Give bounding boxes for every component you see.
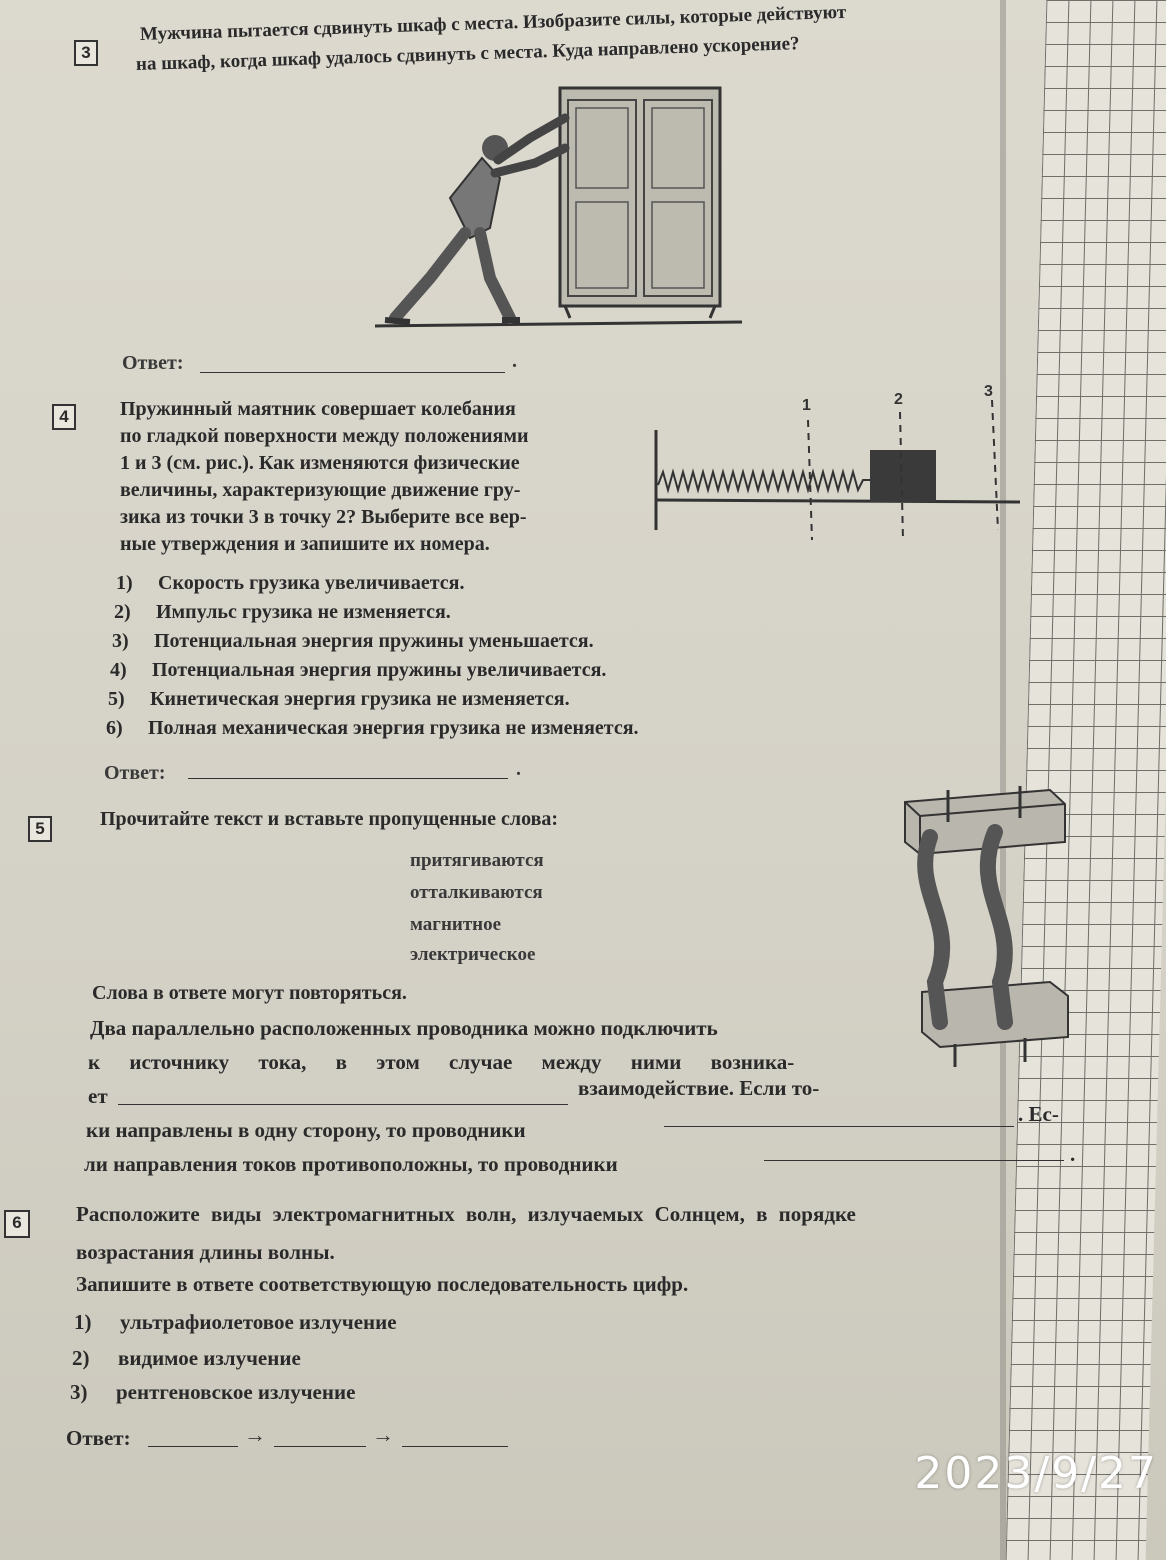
q4-line-1: Пружинный маятник совершает колебания (120, 398, 516, 420)
q5-word-4: электрическое (410, 944, 536, 965)
q5-blank-1[interactable] (118, 1104, 568, 1105)
q4-option-1[interactable] (116, 572, 465, 595)
q5-blank-3[interactable] (764, 1160, 1064, 1161)
q4-option-3[interactable] (112, 630, 594, 653)
q4-number: 4 (52, 404, 76, 430)
q5-number: 5 (28, 816, 52, 842)
q6-blank-1[interactable] (148, 1446, 238, 1447)
man-pushing-wardrobe-illustration (370, 78, 750, 340)
q6-option-1[interactable] (74, 1310, 397, 1335)
q5-text-1: Два параллельно расположенных проводника можно подключить (90, 1016, 718, 1040)
q4-line-4: величины, характеризующие движение гру- (120, 479, 521, 501)
position-label-2: 2 (894, 391, 903, 408)
q6-line-1: Расположите виды электромагнитных волн, излучаемых Солнцем, в порядке (76, 1202, 856, 1226)
q6-option-2[interactable] (72, 1346, 301, 1371)
q3-line1: Мужчина пытается сдвинуть шкаф с места. Изобразите силы, которые действуют (139, 1, 847, 45)
q5-text-2: к источнику тока, в этом случае между ними возника- (88, 1050, 795, 1074)
q6-option-3-number: 3) (70, 1380, 88, 1404)
q3-answer-line[interactable] (200, 372, 505, 373)
q6-option-3-text: рентгеновское излучение (116, 1380, 356, 1404)
parallel-conductors-figure (900, 782, 1075, 1072)
position-label-3: 3 (984, 383, 993, 400)
q4-option-6-number: 6) (106, 717, 123, 739)
q6-option-2-number: 2) (72, 1346, 90, 1370)
q4-option-6-text: Полная механическая энергия грузика не изменяется. (148, 717, 639, 739)
q5-blank-2[interactable] (664, 1126, 1014, 1127)
weight-block (870, 450, 936, 502)
q6-arrow-1: → (244, 1422, 266, 1447)
q6-blank-2[interactable] (274, 1446, 366, 1447)
position-label-1: 1 (802, 397, 811, 414)
q4-option-4[interactable] (110, 659, 606, 682)
q4-option-3-number: 3) (112, 630, 129, 652)
q4-answer-end: . (516, 758, 521, 780)
q4-option-1-number: 1) (116, 572, 133, 594)
q5-word-1: притягиваются (410, 850, 544, 871)
q4-line-2: по гладкой поверхности между положениями (120, 425, 529, 447)
q4-option-2-number: 2) (114, 601, 131, 623)
q6-blank-3[interactable] (402, 1446, 508, 1447)
q6-option-3[interactable] (70, 1380, 355, 1405)
q6-line-2: возрастания длины волны. (76, 1240, 335, 1264)
q3-answer-label: Ответ: (122, 352, 184, 374)
q5-instruction: Прочитайте текст и вставьте пропущенные слова: (100, 808, 559, 830)
q6-number: 6 (4, 1210, 30, 1238)
q4-option-3-text: Потенциальная энергия пружины уменьшается. (154, 630, 594, 652)
q5-text-5b: . (1070, 1142, 1076, 1166)
q6-option-1-text: ультрафиолетовое излучение (120, 1310, 397, 1334)
q4-option-2-text: Импульс грузика не изменяется. (156, 601, 451, 623)
q6-option-2-text: видимое излучение (118, 1346, 301, 1370)
q5-word-2: отталкиваются (410, 882, 543, 903)
page-edge-shadow (1000, 0, 1006, 1560)
q4-option-2[interactable] (114, 601, 451, 624)
spring-pendulum-figure (648, 380, 1028, 540)
wardrobe (560, 88, 720, 306)
q3-line2: на шкаф, когда шкаф удалось сдвинуть с места. Куда направлено ускорение? (135, 33, 800, 75)
q5-text-3b: взаимодействие. Если то- (578, 1076, 820, 1100)
q3-number: 3 (74, 40, 98, 66)
q5-word-3: магнитное (410, 914, 502, 935)
q5-note: Слова в ответе могут повторяться. (92, 982, 407, 1004)
q4-line-6: ные утверждения и запишите их номера. (120, 533, 490, 555)
q5-text-5a: ли направления токов противоположны, то проводники (84, 1152, 618, 1176)
q5-text-4a: ки направлены в одну сторону, то проводники (86, 1118, 526, 1142)
q5-text-4b: . Ес- (1018, 1102, 1059, 1126)
q4-option-5-number: 5) (108, 688, 125, 710)
photo-timestamp: 2023/9/27 (914, 1448, 1158, 1499)
q4-option-5[interactable] (108, 688, 570, 711)
spring (658, 472, 870, 490)
q4-option-1-text: Скорость грузика увеличивается. (158, 572, 465, 594)
q6-answer-label: Ответ: (66, 1426, 131, 1450)
q6-line-3: Запишите в ответе соответствующую последовательность цифр. (76, 1272, 689, 1296)
q4-answer-label: Ответ: (104, 762, 166, 784)
q4-answer-line[interactable] (188, 778, 508, 779)
q6-arrow-2: → (372, 1422, 394, 1447)
q4-line-5: зика из точки 3 в точку 2? Выберите все вер- (120, 506, 527, 528)
q4-option-4-number: 4) (110, 659, 127, 681)
q4-option-5-text: Кинетическая энергия грузика не изменяется. (150, 688, 570, 710)
q4-option-6[interactable] (106, 717, 639, 740)
q6-option-1-number: 1) (74, 1310, 92, 1334)
q5-text-3a: ет (88, 1084, 108, 1108)
q4-line-3: 1 и 3 (см. рис.). Как изменяются физические (120, 452, 520, 474)
q4-option-4-text: Потенциальная энергия пружины увеличивается. (152, 659, 607, 681)
q3-answer-end: . (512, 350, 517, 372)
